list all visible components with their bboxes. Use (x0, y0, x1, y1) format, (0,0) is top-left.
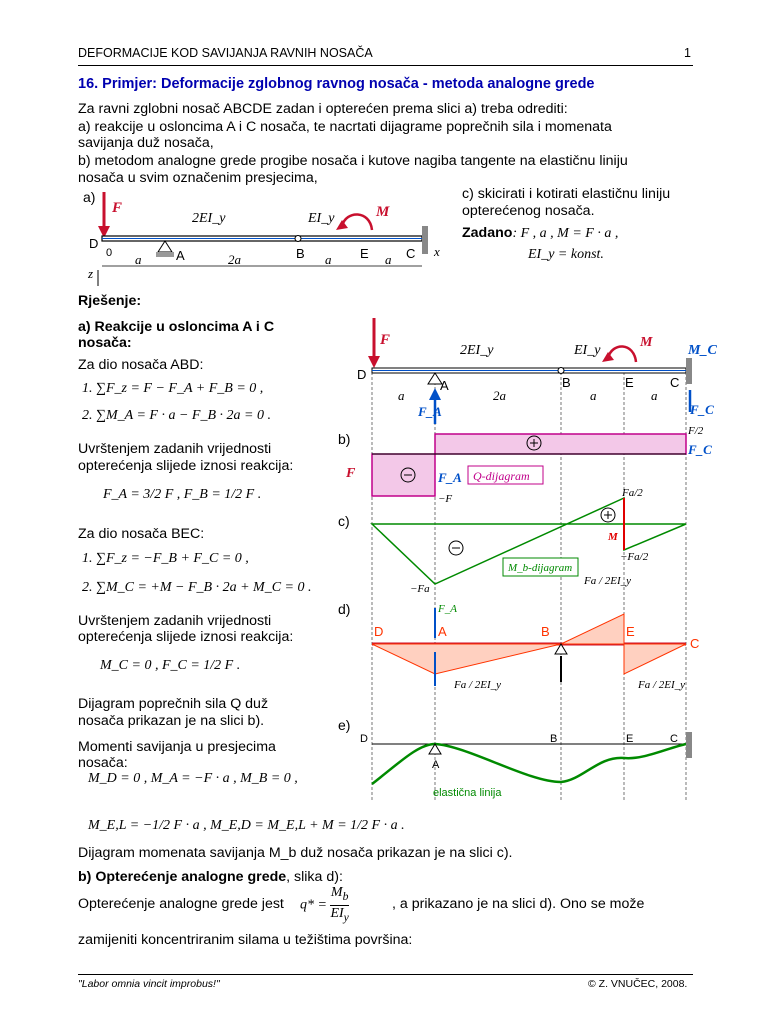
diag-point-D: D (357, 367, 367, 382)
diag-F-label: F (380, 332, 391, 348)
diag-force-F-head (368, 356, 380, 368)
intro-item-b1: b) metodom analogne grede progibe nosača i kutove nagiba tangente na elastičnu liniju (78, 153, 628, 169)
m-minus-Fa-half: −Fa/2 (620, 551, 649, 563)
moment-eq-1: M_D = 0 , M_A = −F · a , M_B = 0 , (88, 771, 298, 786)
q-negative-area (372, 454, 435, 496)
q-star-area-3 (624, 644, 686, 674)
solution-heading: Rješenje: (78, 293, 142, 309)
m-diagram-text: Dijagram momenata savijanja M_b duž nosača prikazan je na slici c). (78, 845, 513, 861)
example-title: 16. Primjer: Deformacije zglobnog ravnog nosača - metoda analogne grede (78, 76, 595, 92)
e-point-D: D (360, 733, 368, 745)
stiffness-2EI: 2EI_y (192, 211, 226, 226)
m-Fa-half: Fa/2 (622, 487, 643, 499)
e-point-E: E (626, 733, 634, 745)
intro-item-c2: opterećenog nosača. (462, 203, 595, 219)
q-positive-area (435, 434, 686, 454)
diag-FC-label: F_C (690, 402, 714, 417)
force-F-label: F (112, 200, 123, 216)
q-star-area-2 (561, 614, 624, 644)
diag-stiff-2EI: 2EI_y (460, 343, 494, 358)
given-label: Zadano (462, 225, 513, 241)
q-minusF: −F (438, 493, 453, 505)
b-label: b) (338, 431, 351, 447)
result-2: M_C = 0 , F_C = 1/2 F . (100, 658, 241, 673)
analog-line-1a: Opterećenje analogne grede jest (78, 896, 284, 912)
e-label: e) (338, 717, 351, 733)
section-a-line1: a) Reakcije u osloncima A i C (78, 319, 275, 335)
diag-FA-label: F_A (418, 404, 442, 419)
footer-rule (78, 974, 693, 975)
elastic-curve (372, 744, 686, 784)
q-star-area-1 (372, 644, 561, 674)
m-diagram-tail (624, 524, 686, 550)
mb-diagram-label: M_b-dijagram (508, 562, 573, 574)
substitution-3: Uvrštenjem zadanih vrijednosti (78, 613, 272, 629)
support-A (158, 241, 172, 252)
section-a-line2: nosača: (78, 335, 132, 351)
section-b-bold: b) Opterećenje analogne grede (78, 869, 287, 885)
figure-a-beam (80, 186, 455, 291)
diag-dim-a2: a (590, 388, 597, 403)
diagrams-figure (338, 312, 718, 800)
substitution-2: opterećenja slijede iznosi reakcija: (78, 458, 294, 474)
equation-2: 2. ∑M_A = F · a − F_B · 2a = 0 . (82, 408, 271, 423)
d-point-B: B (541, 624, 550, 639)
m-text-2: nosača: (78, 755, 128, 771)
q-FA-label: F_A (438, 470, 462, 485)
analog-q-formula: q* = $M_b$ $EI_y$ (300, 885, 349, 924)
equation-3: 1. ∑F_z = −F_B + F_C = 0 , (82, 551, 249, 566)
point-A: A (176, 248, 185, 263)
m-minusFa: −Fa (410, 583, 430, 595)
wall-C (422, 226, 428, 254)
q-halfF: F/2 (688, 425, 704, 437)
diag-M-label: M (640, 335, 653, 350)
diag-hinge-B (558, 368, 564, 374)
section-b-rest: , slika d): (286, 869, 343, 885)
dim-a2: a (325, 252, 332, 267)
part-bec: Za dio nosača BEC: (78, 526, 205, 542)
intro-item-c1: c) skicirati i kotirati elastičnu liniju (462, 186, 671, 202)
diag-point-B: B (562, 375, 571, 390)
e-point-B: B (550, 733, 558, 745)
q-F-label: F (346, 466, 356, 481)
e-point-A: A (432, 759, 440, 771)
origin-0: 0 (106, 247, 113, 259)
moment-M-label: M (376, 204, 390, 220)
e-wall-C (686, 732, 692, 758)
substitution-4: opterećenja slijede iznosi reakcija: (78, 629, 294, 645)
point-B: B (296, 246, 305, 261)
d-label: d) (338, 601, 351, 617)
d-point-E: E (626, 624, 635, 639)
dim-2a: 2a (228, 252, 241, 267)
given-line (462, 225, 618, 242)
q-FC-label: F_C (688, 442, 712, 457)
axis-x: x (434, 244, 440, 259)
substitution-1: Uvrštenjem zadanih vrijednosti (78, 441, 272, 457)
header-title: DEFORMACIJE KOD SAVIJANJA RAVNIH NOSAČA (78, 46, 373, 60)
diag-point-E: E (625, 375, 634, 390)
dim-a1: a (135, 252, 142, 267)
m-M-label: M (608, 531, 618, 543)
d-Fa-2EI-left: Fa / 2EI_y (454, 679, 502, 691)
diag-moment-M-head (602, 352, 614, 362)
support-A-base (156, 252, 174, 257)
diag-point-A: A (440, 378, 449, 393)
elastic-line-label: elastična linija (433, 787, 502, 799)
diag-point-C: C (670, 375, 680, 390)
fa-star-label: F_A (438, 603, 457, 615)
header-rule (78, 65, 693, 66)
diag-dim-a1: a (398, 388, 405, 403)
m-diagram-shape (372, 498, 624, 584)
intro-line1: Za ravni zglobni nosač ABCDE zadan i opterećen prema slici a) treba odrediti: (78, 101, 568, 117)
d-Fa-2EI-top: Fa / 2EI_y (584, 575, 632, 587)
stiffness-EI: EI_y (308, 211, 335, 226)
diag-wall-C (686, 358, 692, 384)
footer-motto: "Labor omnia vincit improbus!" (78, 978, 220, 990)
page-number: 1 (684, 46, 691, 60)
diag-dim-a3: a (651, 388, 658, 403)
part-abd: Za dio nosača ABD: (78, 357, 204, 373)
intro-item-b2: nosača u svim označenim presjecima, (78, 170, 318, 186)
d-point-A: A (438, 624, 447, 639)
intro-item-a1: a) reakcije u osloncima A i C nosača, te nacrtati dijagrame poprečnih sila i momenata (78, 119, 612, 135)
diag-stiff-EI: EI_y (574, 343, 601, 358)
fig-a-label: a) (83, 189, 96, 205)
given-ei: EI_y = konst. (528, 247, 604, 262)
hinge-B (295, 236, 301, 242)
q-text-2: nosača prikazan je na slici b). (78, 713, 265, 729)
q-text-1: Dijagram poprečnih sila Q duž (78, 696, 269, 712)
point-E: E (360, 246, 369, 261)
equation-4: 2. ∑M_C = +M − F_B · 2a + M_C = 0 . (82, 580, 312, 595)
moment-M-arrowhead (336, 220, 348, 230)
intro-item-a2: savijanja duž nosača, (78, 135, 214, 151)
d-point-D: D (374, 624, 384, 639)
point-C: C (406, 246, 416, 261)
c-label: c) (338, 513, 350, 529)
m-text-1: Momenti savijanja u presjecima (78, 739, 276, 755)
analog-line-2: zamijeniti koncentriranim silama u težištima površina: (78, 932, 413, 948)
diag-MC-label: M_C (688, 343, 717, 358)
section-b-line (78, 869, 343, 885)
moment-eq-2: M_E,L = −1/2 F · a , M_E,D = M_E,L + M = 1/2 F · a . (88, 818, 405, 833)
result-1: F_A = 3/2 F , F_B = 1/2 F . (103, 487, 262, 502)
axis-z: z (88, 266, 94, 281)
given-values: : F , a , M = F · a , (512, 226, 619, 241)
dim-a3: a (385, 252, 392, 267)
d-Fa-2EI-right: Fa / 2EI_y (638, 679, 686, 691)
diag-dim-2a: 2a (493, 388, 506, 403)
point-D: D (89, 236, 99, 251)
analog-line-1b: , a prikazano je na slici d). Ono se može (392, 896, 645, 912)
equation-1: 1. ∑F_z = F − F_A + F_B = 0 , (82, 381, 264, 396)
footer-copyright: © Z. VNUČEC, 2008. (588, 978, 688, 990)
q-diagram-label: Q-dijagram (473, 469, 530, 483)
d-point-C: C (690, 636, 700, 651)
e-point-C: C (670, 733, 678, 745)
